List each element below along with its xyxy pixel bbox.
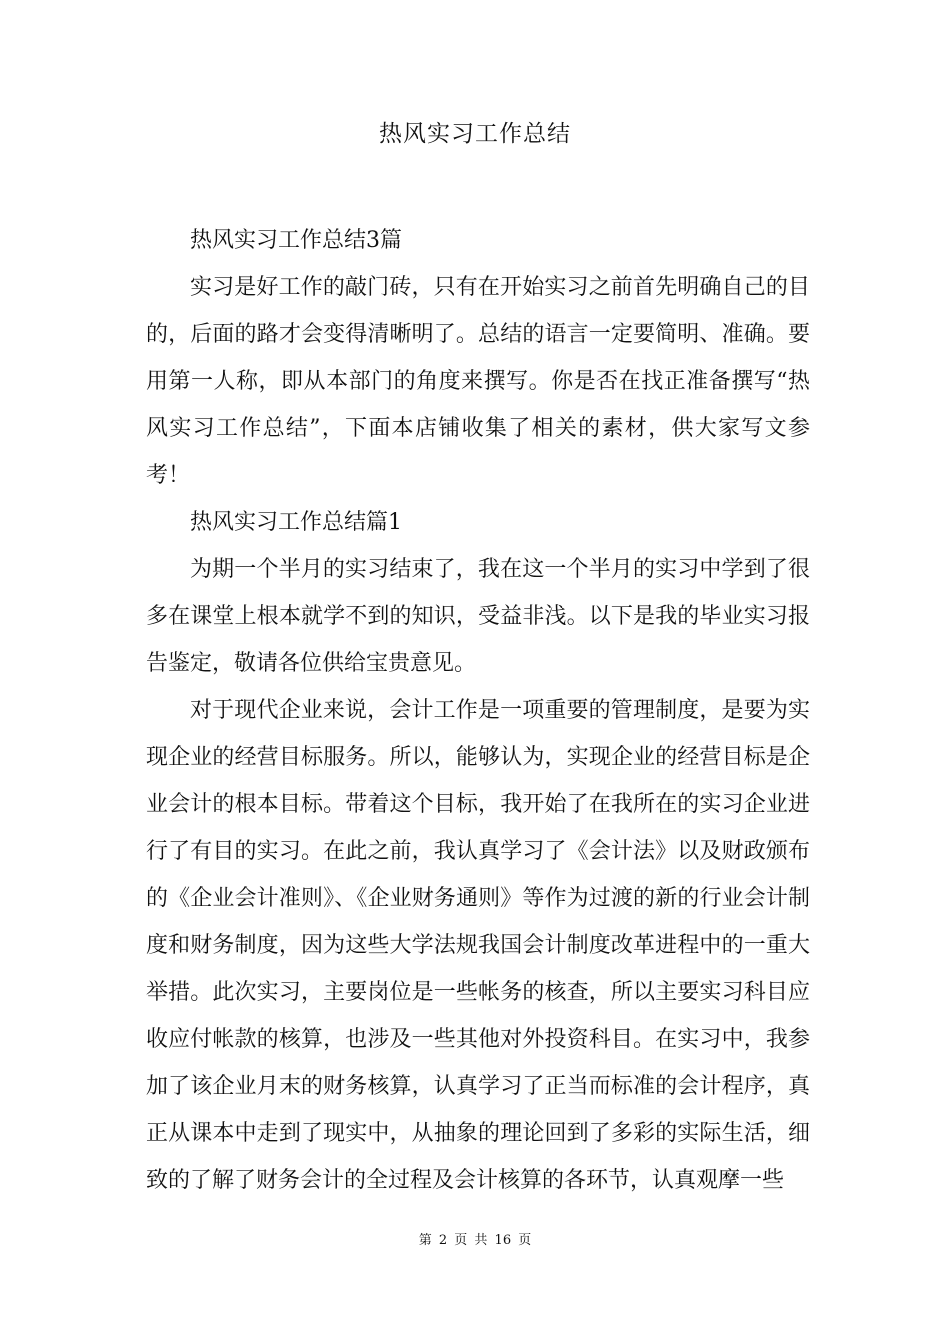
intro-paragraph: 实习是好工作的敲门砖，只有在开始实习之前首先明确自己的目的，后面的路才会变得清晰明了。总结的语言一定要简明、准确。要用第一人称，即从本部门的角度来撰写。你是否在找正准备撰写“热风实习工作总结”，下面本店铺收集了相关的素材，供大家写文参考！: [146, 275, 810, 488]
section-heading: 热风实习工作总结篇1: [190, 510, 402, 535]
page-number-footer: 第 2 页 共 16 页: [418, 1233, 532, 1248]
document-body: [146, 217, 810, 1204]
document-title: 热风实习工作总结: [379, 121, 571, 147]
body-paragraph: 对于现代企业来说，会计工作是一项重要的管理制度，是要为实现企业的经营目标服务。所以，能够认为，实现企业的经营目标是企业会计的根本目标。带着这个目标，我开始了在我所在的实习企业进行了有目的实习。在此之前，我认真学习了《会计法》以及财政颁布的《企业会计准则》、《企业财务通则》等作为过渡的新的行业会计制度和财务制度，因为这些大学法规我国会计制度改革进程中的一重大举措。此次实习，主要岗位是一些帐务的核查，所以主要实习科目应收应付帐款的核算，也涉及一些其他对外投资科目。在实习中，我参加了该企业月末的财务核算，认真学习了正当而标准的会计程序，真正从课本中走到了现实中，从抽象的理论回到了多彩的实际生活，细致的了解了财务会计的全过程及会计核算的各环节，认真观摩一些: [146, 698, 810, 1193]
body-paragraph: 为期一个半月的实习结束了，我在这一个半月的实习中学到了很多在课堂上根本就学不到的知识，受益非浅。以下是我的毕业实习报告鉴定，敬请各位供给宝贵意见。: [146, 557, 810, 676]
section-heading: 热风实习工作总结3篇: [190, 228, 402, 253]
